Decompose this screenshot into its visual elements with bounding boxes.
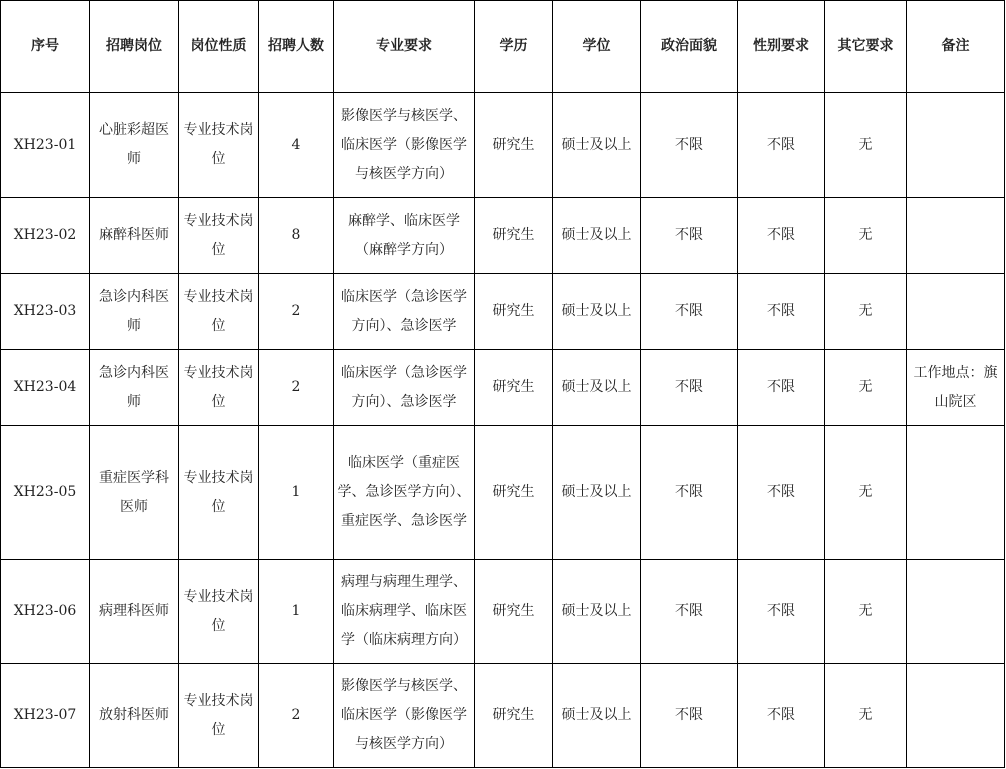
cell-education: 研究生 — [475, 198, 553, 274]
cell-education: 研究生 — [475, 93, 553, 198]
cell-education: 研究生 — [475, 664, 553, 768]
header-seq: 序号 — [1, 1, 90, 93]
cell-code: XH23-04 — [1, 350, 90, 426]
cell-count: 8 — [259, 198, 334, 274]
table-row — [1, 93, 1005, 198]
cell-major: 临床医学（急诊医学方向）、急诊医学 — [334, 350, 475, 426]
cell-degree: 硕士及以上 — [553, 426, 641, 560]
cell-code: XH23-02 — [1, 198, 90, 274]
header-position: 招聘岗位 — [90, 1, 179, 93]
cell-education: 研究生 — [475, 426, 553, 560]
cell-code: XH23-01 — [1, 93, 90, 198]
cell-code: XH23-07 — [1, 664, 90, 768]
cell-count: 2 — [259, 664, 334, 768]
cell-nature: 专业技术岗位 — [179, 93, 259, 198]
cell-politics: 不限 — [641, 426, 738, 560]
cell-remark — [907, 93, 1005, 198]
cell-remark — [907, 560, 1005, 664]
cell-other: 无 — [825, 350, 907, 426]
cell-position: 急诊内科医师 — [90, 350, 179, 426]
cell-count: 4 — [259, 93, 334, 198]
header-gender: 性别要求 — [738, 1, 825, 93]
cell-nature: 专业技术岗位 — [179, 274, 259, 350]
cell-nature: 专业技术岗位 — [179, 426, 259, 560]
cell-count: 1 — [259, 560, 334, 664]
cell-politics: 不限 — [641, 350, 738, 426]
cell-major: 影像医学与核医学、临床医学（影像医学与核医学方向） — [334, 93, 475, 198]
header-row — [1, 1, 1005, 93]
table-row — [1, 426, 1005, 560]
cell-position: 重症医学科医师 — [90, 426, 179, 560]
table-row — [1, 198, 1005, 274]
cell-degree: 硕士及以上 — [553, 93, 641, 198]
cell-count: 2 — [259, 274, 334, 350]
cell-position: 心脏彩超医师 — [90, 93, 179, 198]
cell-major: 临床医学（急诊医学方向）、急诊医学 — [334, 274, 475, 350]
cell-degree: 硕士及以上 — [553, 664, 641, 768]
cell-nature: 专业技术岗位 — [179, 350, 259, 426]
cell-politics: 不限 — [641, 93, 738, 198]
cell-gender: 不限 — [738, 664, 825, 768]
header-nature: 岗位性质 — [179, 1, 259, 93]
cell-gender: 不限 — [738, 560, 825, 664]
cell-nature: 专业技术岗位 — [179, 198, 259, 274]
cell-code: XH23-05 — [1, 426, 90, 560]
cell-gender: 不限 — [738, 198, 825, 274]
cell-degree: 硕士及以上 — [553, 560, 641, 664]
cell-major: 影像医学与核医学、临床医学（影像医学与核医学方向） — [334, 664, 475, 768]
cell-politics: 不限 — [641, 560, 738, 664]
header-degree: 学位 — [553, 1, 641, 93]
header-remark: 备注 — [907, 1, 1005, 93]
cell-remark: 工作地点：旗山院区 — [907, 350, 1005, 426]
cell-gender: 不限 — [738, 350, 825, 426]
cell-education: 研究生 — [475, 560, 553, 664]
header-education: 学历 — [475, 1, 553, 93]
cell-remark — [907, 664, 1005, 768]
cell-position: 麻醉科医师 — [90, 198, 179, 274]
header-other: 其它要求 — [825, 1, 907, 93]
table-row — [1, 350, 1005, 426]
header-politics: 政治面貌 — [641, 1, 738, 93]
cell-position: 急诊内科医师 — [90, 274, 179, 350]
cell-remark — [907, 274, 1005, 350]
cell-other: 无 — [825, 426, 907, 560]
cell-gender: 不限 — [738, 426, 825, 560]
cell-code: XH23-03 — [1, 274, 90, 350]
cell-education: 研究生 — [475, 274, 553, 350]
cell-position: 放射科医师 — [90, 664, 179, 768]
table-row — [1, 560, 1005, 664]
cell-degree: 硕士及以上 — [553, 350, 641, 426]
header-count: 招聘人数 — [259, 1, 334, 93]
cell-degree: 硕士及以上 — [553, 198, 641, 274]
cell-position: 病理科医师 — [90, 560, 179, 664]
cell-other: 无 — [825, 560, 907, 664]
cell-politics: 不限 — [641, 274, 738, 350]
cell-count: 2 — [259, 350, 334, 426]
cell-code: XH23-06 — [1, 560, 90, 664]
table-row — [1, 664, 1005, 768]
cell-other: 无 — [825, 93, 907, 198]
cell-gender: 不限 — [738, 274, 825, 350]
cell-remark — [907, 426, 1005, 560]
cell-major: 临床医学（重症医学、急诊医学方向）、重症医学、急诊医学 — [334, 426, 475, 560]
cell-degree: 硕士及以上 — [553, 274, 641, 350]
cell-politics: 不限 — [641, 664, 738, 768]
cell-other: 无 — [825, 274, 907, 350]
cell-other: 无 — [825, 664, 907, 768]
table-row — [1, 274, 1005, 350]
cell-nature: 专业技术岗位 — [179, 664, 259, 768]
cell-gender: 不限 — [738, 93, 825, 198]
cell-major: 麻醉学、临床医学（麻醉学方向） — [334, 198, 475, 274]
cell-remark — [907, 198, 1005, 274]
cell-politics: 不限 — [641, 198, 738, 274]
cell-major: 病理与病理生理学、临床病理学、临床医学（临床病理方向） — [334, 560, 475, 664]
cell-nature: 专业技术岗位 — [179, 560, 259, 664]
header-major: 专业要求 — [334, 1, 475, 93]
cell-other: 无 — [825, 198, 907, 274]
cell-education: 研究生 — [475, 350, 553, 426]
cell-count: 1 — [259, 426, 334, 560]
